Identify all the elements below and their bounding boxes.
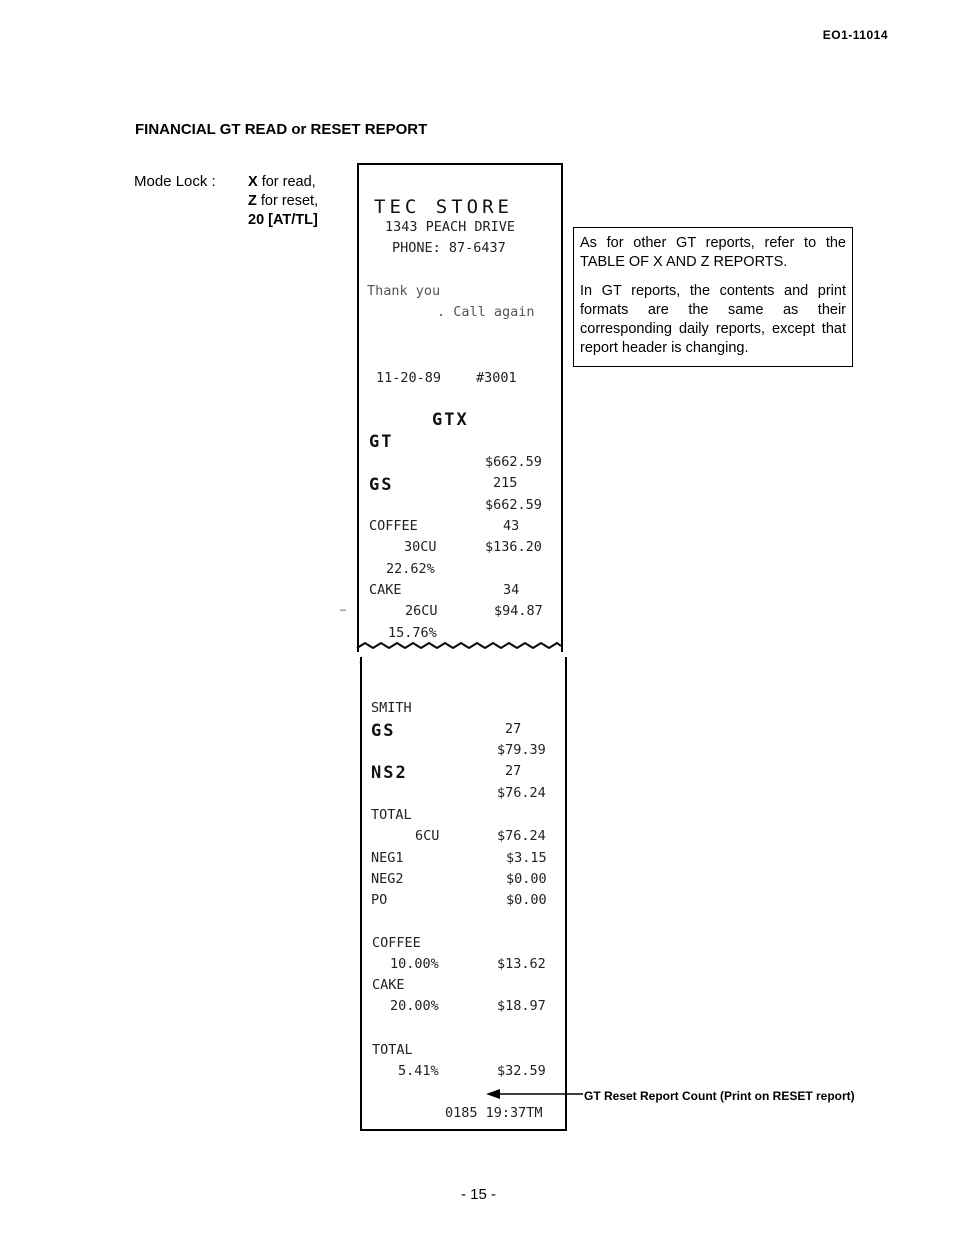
coffee-percent: 22.62% [386, 561, 435, 577]
coffee-cu: 30CU [404, 539, 437, 555]
page-number: - 15 - [461, 1186, 497, 1203]
ns2-amount: $76.24 [497, 785, 546, 801]
discount-cake-label: CAKE [372, 977, 405, 993]
ns2-label: NS2 [371, 763, 408, 783]
document-id: EO1-11014 [822, 28, 888, 42]
section-title: FINANCIAL GT READ or RESET REPORT [135, 121, 428, 138]
margin-dash-mark: – [340, 604, 347, 616]
discount-coffee-label: COFFEE [372, 935, 421, 951]
gs-amount: $662.59 [485, 497, 542, 513]
cake-amount: $94.87 [494, 603, 543, 619]
mode-line-key: 20 [AT/TL] [248, 212, 318, 228]
gs-count: 215 [493, 475, 518, 491]
gt-amount: $662.59 [485, 454, 542, 470]
call-again-message: . Call again [437, 304, 535, 320]
clerk-gs-label: GS [371, 721, 396, 741]
receipt-date: 11-20-89 [376, 370, 442, 386]
neg2-amount: $0.00 [506, 871, 547, 887]
total-label: TOTAL [371, 807, 412, 823]
coffee-label: COFFEE [369, 518, 418, 534]
clerk-gs-count: 27 [505, 721, 522, 737]
thank-you-message: Thank you [367, 283, 441, 299]
reset-count-arrow-icon [484, 1086, 584, 1102]
cake-count: 34 [503, 582, 520, 598]
coffee-count: 43 [503, 518, 520, 534]
total-cu: 6CU [415, 828, 440, 844]
ns2-count: 27 [505, 763, 522, 779]
gt-notes-box [573, 227, 853, 367]
reset-count-annotation: GT Reset Report Count (Print on RESET report) [584, 1089, 855, 1103]
store-phone: PHONE: 87-6437 [392, 240, 506, 256]
store-name: TEC STORE [374, 196, 513, 218]
clerk-name: SMITH [371, 700, 412, 716]
cake-cu: 26CU [405, 603, 438, 619]
cake-label: CAKE [369, 582, 402, 598]
discount-total-amount: $32.59 [497, 1063, 546, 1079]
mode-lock-settings [248, 173, 318, 230]
mode-line-read: X for read, [248, 174, 316, 190]
cake-percent: 15.76% [388, 625, 437, 641]
receipt-top [357, 163, 563, 652]
neg1-amount: $3.15 [506, 850, 547, 866]
total-amount: $76.24 [497, 828, 546, 844]
discount-cake-amount: $18.97 [497, 998, 546, 1014]
neg2-label: NEG2 [371, 871, 404, 887]
clerk-gs-amount: $79.39 [497, 742, 546, 758]
neg1-label: NEG1 [371, 850, 404, 866]
coffee-amount: $136.20 [485, 539, 542, 555]
gt-label: GT [369, 432, 394, 452]
discount-total-percent: 5.41% [398, 1063, 439, 1079]
reset-count-time: 0185 19:37TM [445, 1105, 543, 1121]
po-label: PO [371, 892, 388, 908]
store-address: 1343 PEACH DRIVE [385, 219, 516, 235]
discount-total-label: TOTAL [372, 1042, 413, 1058]
note-paragraph-2: In GT reports, the contents and print formats are the same as their corresponding daily reports, except that report header is changing. [580, 283, 846, 356]
discount-coffee-percent: 10.00% [390, 956, 439, 972]
po-amount: $0.00 [506, 892, 547, 908]
mode-line-reset: Z for reset, [248, 193, 319, 209]
register-number: #3001 [476, 370, 517, 386]
mode-lock-label: Mode Lock : [134, 173, 216, 190]
note-paragraph-1: As for other GT reports, refer to the TABLE OF X AND Z REPORTS. [580, 235, 846, 270]
discount-coffee-amount: $13.62 [497, 956, 546, 972]
gs-label: GS [369, 475, 394, 495]
discount-cake-percent: 20.00% [390, 998, 439, 1014]
report-title: GTX [432, 410, 469, 430]
